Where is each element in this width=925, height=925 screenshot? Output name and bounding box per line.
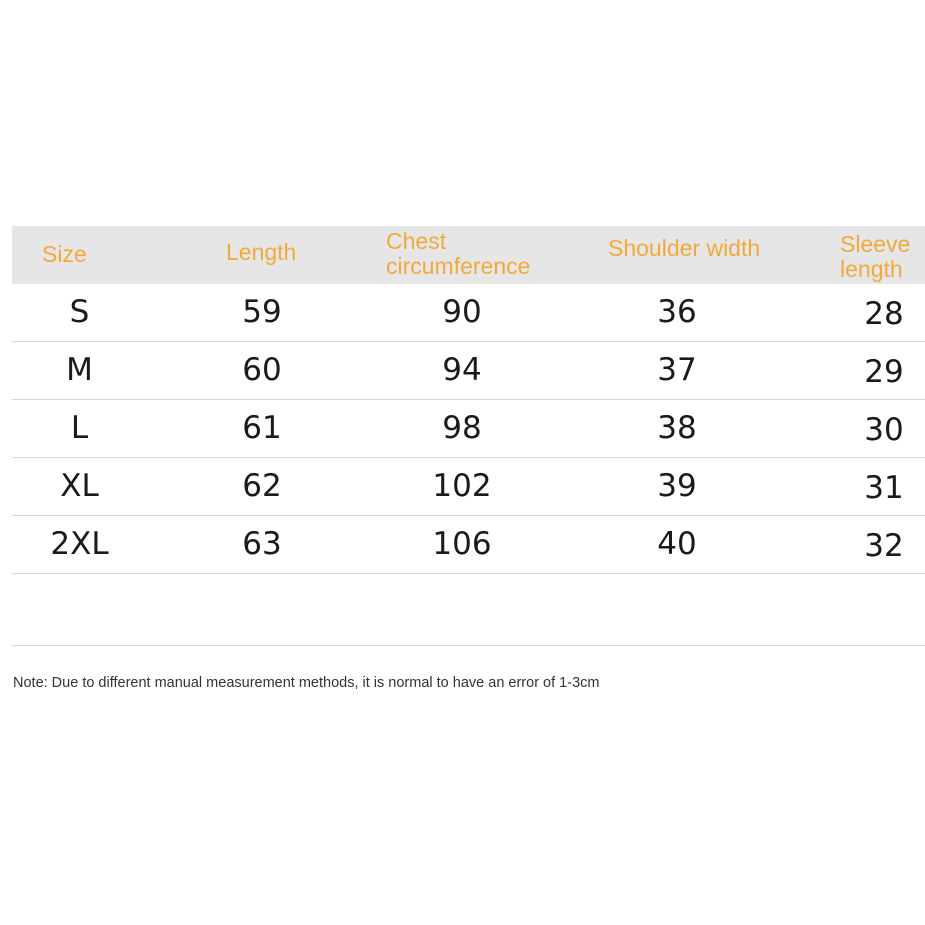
header-size: Size: [42, 241, 87, 267]
cell-sleeve: 28: [864, 296, 904, 332]
cell-length: 63: [242, 526, 282, 562]
cell-chest: 106: [432, 526, 492, 562]
header-shoulder-width: Shoulder width: [608, 235, 761, 261]
header-chest-line-2: circumference: [386, 253, 531, 279]
header-sleeve-line-1: Sleeve: [840, 231, 911, 257]
cell-sleeve: 29: [864, 354, 904, 390]
cell-size: S: [69, 294, 90, 330]
header-sleeve-length: [840, 232, 910, 282]
size-table: [12, 226, 925, 574]
header-sleeve-line-2: length: [840, 256, 903, 282]
cell-shoulder: 38: [657, 410, 697, 446]
cell-shoulder: 37: [657, 352, 697, 388]
cell-length: 60: [242, 352, 282, 388]
cell-shoulder: 40: [657, 526, 697, 562]
cell-chest: 94: [442, 352, 482, 388]
cell-chest: 102: [432, 468, 492, 504]
header-length: Length: [226, 239, 297, 265]
cell-size: XL: [60, 468, 99, 504]
cell-sleeve: 32: [864, 528, 904, 564]
cell-chest: 90: [442, 294, 482, 330]
table-row: [12, 400, 925, 458]
header-chest-circumference: [386, 229, 530, 279]
header-chest-line-1: Chest: [386, 228, 447, 254]
cell-length: 61: [242, 410, 282, 446]
table-header-row: [12, 226, 925, 284]
cell-sleeve: 31: [864, 470, 904, 506]
cell-shoulder: 36: [657, 294, 697, 330]
table-row: [12, 284, 925, 342]
cell-chest: 98: [442, 410, 482, 446]
cell-size: 2XL: [50, 526, 109, 562]
cell-size: L: [70, 410, 89, 446]
measurement-note: Note: Due to different manual measurement methods, it is normal to have an error of 1-3cm: [13, 675, 600, 691]
table-row: [12, 516, 925, 574]
note-divider: [12, 645, 925, 646]
cell-size: M: [66, 352, 93, 388]
table-row: [12, 342, 925, 400]
cell-shoulder: 39: [657, 468, 697, 504]
table-row: [12, 458, 925, 516]
cell-length: 62: [242, 468, 282, 504]
cell-sleeve: 30: [864, 412, 904, 448]
cell-length: 59: [242, 294, 282, 330]
